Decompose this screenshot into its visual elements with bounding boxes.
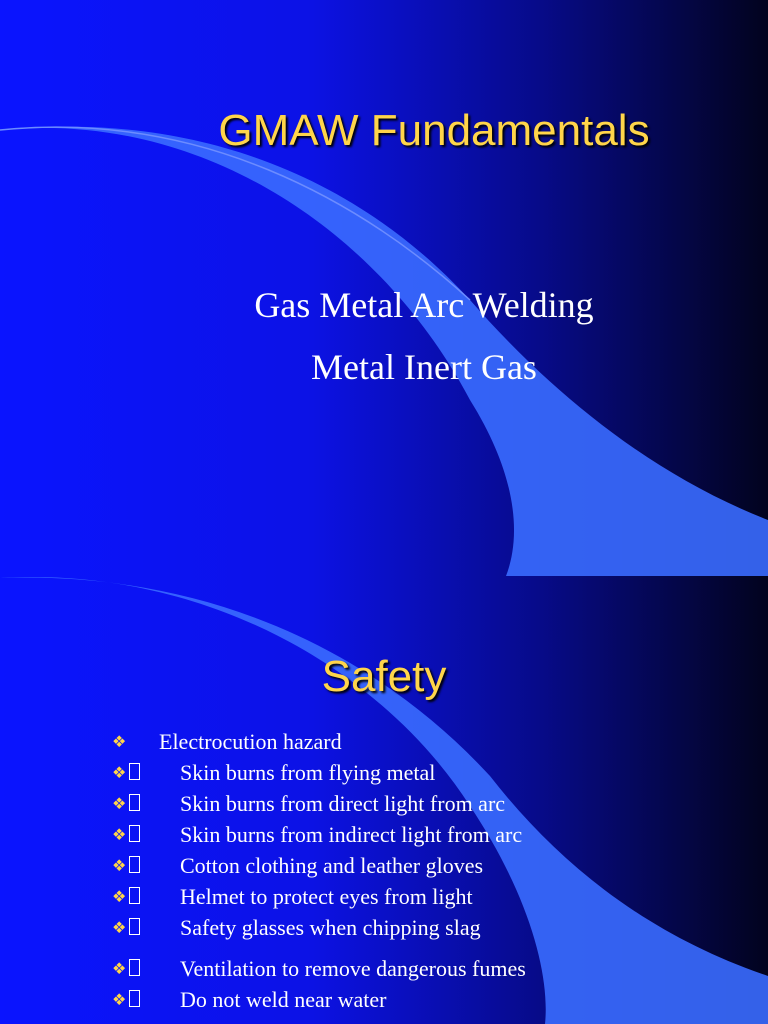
diamond-bullet-icon: ❖	[112, 732, 127, 751]
bullet-text: Skin burns from direct light from arc	[180, 791, 506, 816]
slide-title: Safety	[321, 652, 447, 701]
subtitle-line-2: Metal Inert Gas	[311, 347, 537, 387]
bullet-text: Skin burns from indirect light from arc	[180, 822, 523, 847]
diamond-bullet-icon: ❖	[112, 850, 154, 881]
diamond-bullet-icon: ❖	[112, 788, 154, 819]
diamond-bullet-icon: ❖	[112, 984, 154, 1015]
bullet-text: Safety glasses when chipping slag	[180, 915, 481, 940]
diamond-bullet-icon: ❖	[112, 757, 154, 788]
bullet-text: Do not weld near water	[180, 987, 387, 1012]
slide-safety	[0, 576, 768, 1024]
bullet-text: Helmet to protect eyes from light	[180, 884, 473, 909]
bullet-text: Cotton clothing and leather gloves	[180, 853, 484, 878]
diamond-bullet-icon: ❖	[112, 912, 154, 943]
diamond-bullet-icon: ❖	[112, 953, 154, 984]
diamond-bullet-icon: ❖	[112, 881, 154, 912]
bullet-text: Skin burns from flying metal	[180, 760, 436, 785]
diamond-bullet-icon: ❖	[112, 819, 154, 850]
slide-title: GMAW Fundamentals	[218, 106, 650, 155]
bullet-text: Electrocution hazard	[159, 729, 342, 754]
bullet-text: Ventilation to remove dangerous fumes	[180, 956, 526, 981]
subtitle-line-1: Gas Metal Arc Welding	[254, 285, 594, 325]
